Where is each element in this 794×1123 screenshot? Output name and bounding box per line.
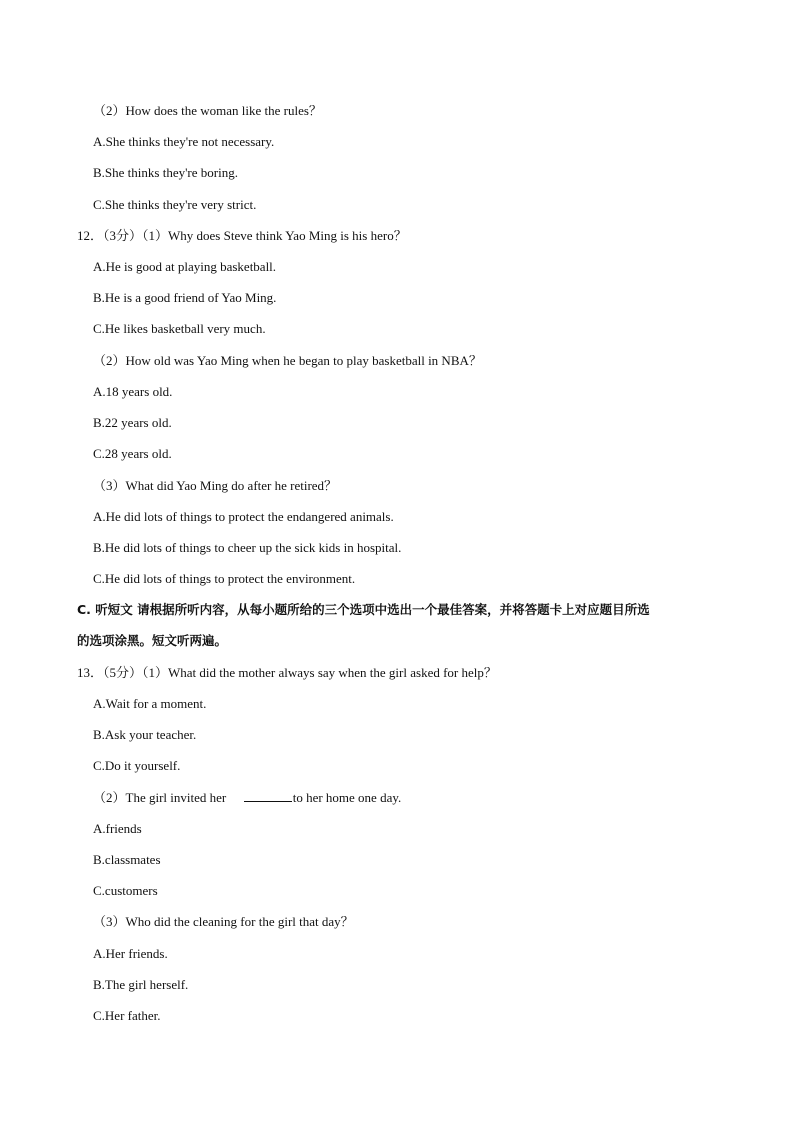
q12-sub2-option-c: C.28 years old. [93, 446, 172, 461]
q12-heading: 12．（3分）（1）Why does Steve think Yao Ming is his hero？ [77, 228, 407, 243]
section-c-instruction-line2: 的选项涂黑。短文听两遍。 [77, 633, 228, 648]
q13-sub3-option-c: C.Her father. [93, 1008, 161, 1023]
q13-sub2-option-a: A.friends [93, 821, 142, 836]
q12-sub2-option-b: B.22 years old. [93, 415, 172, 430]
q13-sub1-option-b: B.Ask your teacher. [93, 727, 197, 742]
q13-sub1-option-a: A.Wait for a moment. [93, 696, 207, 711]
q13-sub3-question: （3）Who did the cleaning for the girl that day？ [93, 914, 354, 929]
q12-sub2-option-a: A.18 years old. [93, 384, 173, 399]
q12-sub3-option-c: C.He did lots of things to protect the environment. [93, 571, 356, 586]
q12-sub3-option-b: B.He did lots of things to cheer up the sick kids in hospital. [93, 540, 402, 555]
fill-in-blank [244, 790, 292, 802]
q13-sub2-option-b: B.classmates [93, 852, 161, 867]
q12-sub2-question: （2）How old was Yao Ming when he began to play basketball in NBA？ [93, 353, 482, 368]
q13-sub3-option-b: B.The girl herself. [93, 977, 189, 992]
q11-sub2-option-c: C.She thinks they're very strict. [93, 197, 257, 212]
q12-sub3-question: （3）What did Yao Ming do after he retired？ [93, 478, 338, 493]
q12-sub1-option-c: C.He likes basketball very much. [93, 321, 266, 336]
q12-sub3-option-a: A.He did lots of things to protect the endangered animals. [93, 509, 394, 524]
q11-sub2-question: （2）How does the woman like the rules？ [93, 103, 322, 118]
q13-heading: 13．（5分）（1）What did the mother always say when the girl asked for help？ [77, 665, 497, 680]
section-c-instruction-line1: C. 听短文 请根据所听内容，从每小题所给的三个选项中选出一个最佳答案，并将答题卡上对应题目所选 [77, 602, 650, 617]
q12-sub1-option-b: B.He is a good friend of Yao Ming. [93, 290, 277, 305]
q12-sub1-option-a: A.He is good at playing basketball. [93, 259, 277, 274]
q13-sub1-option-c: C.Do it yourself. [93, 758, 181, 773]
q13-sub3-option-a: A.Her friends. [93, 946, 168, 961]
q11-sub2-option-a: A.She thinks they're not necessary. [93, 134, 275, 149]
q13-sub2-question-before: （2）The girl invited her [93, 790, 227, 805]
q13-sub2-question [93, 790, 401, 806]
q13-sub2-question-after: to her home one day. [292, 790, 402, 805]
q13-sub2-option-c: C.customers [93, 883, 158, 898]
q11-sub2-option-b: B.She thinks they're boring. [93, 165, 238, 180]
